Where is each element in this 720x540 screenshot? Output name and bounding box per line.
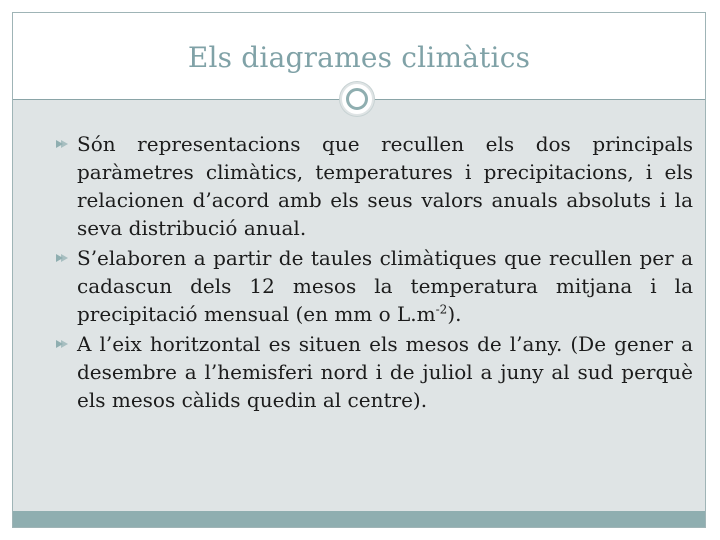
- bullet-item-3: [77, 330, 693, 414]
- ring-ornament-icon: [340, 82, 374, 116]
- bullet-text-3: A l’eix horitzontal es situen els mesos de l’any. (De gener a desembre a l’hemisferi nord i de juliol a juny al sud perquè els mesos càlids quedin al centre).: [77, 332, 693, 412]
- bullet-text-1: Són representacions que recullen els dos principals paràmetres climàtics, temperatures i precipitacions, i els relacionen d’acord amb els seus valors anuals absoluts i la seva distribució anual.: [77, 132, 693, 240]
- footer-accent-bar: [13, 511, 705, 527]
- bullet-text-2-superscript: -2: [435, 302, 448, 317]
- arrow-bullet-icon: [55, 338, 69, 350]
- arrow-bullet-icon: [55, 252, 69, 264]
- slide-title: Els diagrames climàtics: [187, 41, 531, 74]
- ring-ornament-inner: [346, 88, 368, 110]
- bullet-item-1: [77, 130, 693, 242]
- bullet-text-2: S’elaboren a partir de taules climàtiques que recullen per a cadascun dels 12 mesos la temperatura mitjana i la precipitació mensual (en mm o L.m: [77, 246, 693, 326]
- slide: [12, 12, 706, 528]
- bullet-text-2-end: ).: [447, 302, 462, 326]
- arrow-bullet-icon: [55, 138, 69, 150]
- bullet-list: [77, 130, 693, 416]
- bullet-item-2: [77, 244, 693, 328]
